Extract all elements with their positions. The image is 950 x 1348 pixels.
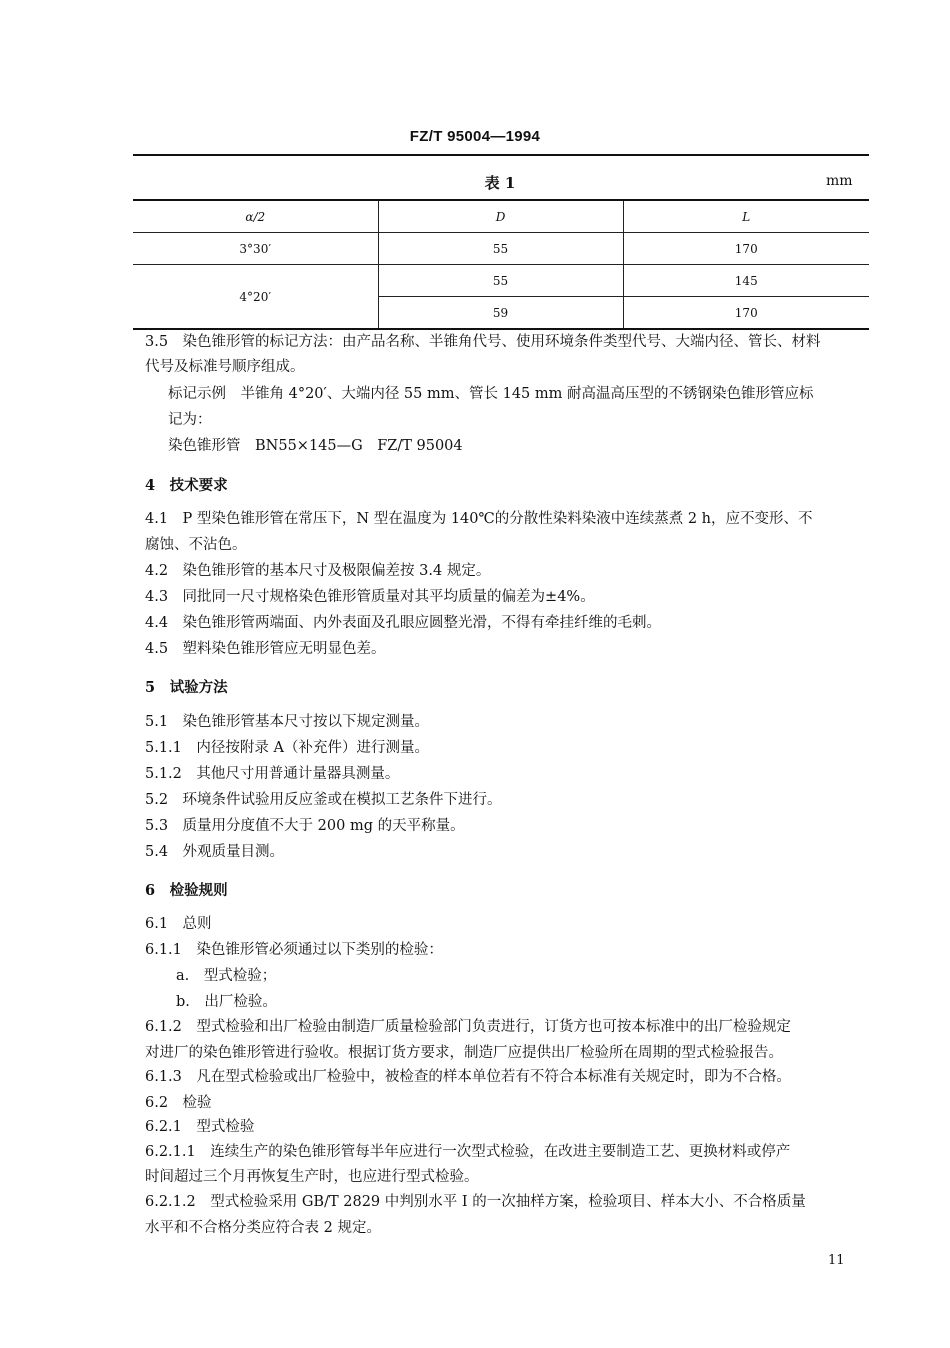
- section-heading: 5 试验方法: [145, 679, 228, 696]
- clause-line: 5.1.1 内径按附录 A（补充件）进行测量。: [145, 740, 429, 756]
- table-header-cell: D: [378, 200, 623, 233]
- section-heading: 4 技术要求: [145, 477, 228, 494]
- page-number: 11: [828, 1253, 845, 1268]
- standard-number: FZ/T 95004—1994: [409, 128, 541, 145]
- clause-line: 4.3 同批同一尺寸规格染色锥形管质量对其平均质量的偏差为±4%。: [145, 589, 595, 605]
- table-cell: 170: [623, 233, 869, 265]
- clause-line: 3.5 染色锥形管的标记方法：由产品名称、半锥角代号、使用环境条件类型代号、大端内径、管长、材料: [145, 334, 821, 350]
- clause-line: 记为：: [168, 412, 212, 428]
- clause-line: 4.1 P 型染色锥形管在常压下，N 型在温度为 140℃的分散性染料染液中连续蒸煮 2 h，应不变形、不: [145, 511, 813, 527]
- clause-line: 腐蚀、不沾色。: [145, 537, 247, 553]
- clause-line: 5.1 染色锥形管基本尺寸按以下规定测量。: [145, 714, 430, 730]
- table-cell: 145: [623, 265, 869, 297]
- clause-line: 6.1.1 染色锥形管必须通过以下类别的检验：: [145, 942, 443, 958]
- clause-line: 4.5 塑料染色锥形管应无明显色差。: [145, 641, 386, 657]
- clause-line: 5.3 质量用分度值不大于 200 mg 的天平称量。: [145, 818, 465, 834]
- table-unit: mm: [826, 173, 853, 189]
- clause-line: 水平和不合格分类应符合表 2 规定。: [145, 1220, 381, 1236]
- table-cell: 55: [378, 265, 623, 297]
- dimension-table: [133, 199, 869, 330]
- table-header-row: [133, 200, 869, 233]
- table-title: 表 1: [484, 174, 516, 192]
- table-header-cell: L: [623, 200, 869, 233]
- clause-line: 5.2 环境条件试验用反应釜或在模拟工艺条件下进行。: [145, 792, 502, 808]
- clause-line: 5.4 外观质量目测。: [145, 844, 285, 860]
- clause-line: 6.2 检验: [145, 1095, 212, 1111]
- clause-line: 6.2.1.2 型式检验采用 GB/T 2829 中判别水平 Ⅰ 的一次抽样方案，检验项目、样本大小、不合格质量: [145, 1194, 806, 1210]
- table-cell: 4°20′: [133, 265, 378, 330]
- marking-example: 染色锥形管 BN55×145—G FZ/T 95004: [168, 438, 463, 454]
- clause-line: 6.1.2 型式检验和出厂检验由制造厂质量检验部门负责进行，订货方也可按本标准中的出厂检验规定: [145, 1019, 791, 1035]
- clause-line: 4.2 染色锥形管的基本尺寸及极限偏差按 3.4 规定。: [145, 563, 491, 579]
- clause-line: 6.1.3 凡在型式检验或出厂检验中，被检查的样本单位若有不符合本标准有关规定时，即为不合格。: [145, 1069, 791, 1085]
- clause-line: 代号及标准号顺序组成。: [145, 359, 305, 375]
- clause-line: 6.2.1 型式检验: [145, 1119, 255, 1135]
- clause-line: 标记示例 半锥角 4°20′、大端内径 55 mm、管长 145 mm 耐高温高压型的不锈钢染色锥形管应标: [168, 386, 814, 402]
- clause-line: 4.4 染色锥形管两端面、内外表面及孔眼应圆整光滑，不得有牵挂纤维的毛刺。: [145, 615, 662, 631]
- header-rule: [133, 154, 869, 156]
- table-header-cell: α/2: [133, 200, 378, 233]
- clause-line: 6.2.1.1 连续生产的染色锥形管每半年应进行一次型式检验，在改进主要制造工艺、更换材料或停产: [145, 1144, 791, 1160]
- table-cell: 3°30′: [133, 233, 378, 265]
- table-cell: 55: [378, 233, 623, 265]
- table-cell: 59: [378, 297, 623, 330]
- clause-line: 时间超过三个月再恢复生产时，也应进行型式检验。: [145, 1169, 479, 1185]
- clause-line: 5.1.2 其他尺寸用普通计量器具测量。: [145, 766, 400, 782]
- table-row: [133, 265, 869, 297]
- list-item: b. 出厂检验。: [176, 994, 277, 1010]
- clause-line: 6.1 总则: [145, 916, 212, 932]
- clause-line: 对进厂的染色锥形管进行验收。根据订货方要求，制造厂应提供出厂检验所在周期的型式检验报告。: [145, 1045, 783, 1061]
- table-row: [133, 233, 869, 265]
- table-cell: 170: [623, 297, 869, 330]
- section-heading: 6 检验规则: [145, 882, 228, 899]
- list-item: a. 型式检验；: [176, 968, 277, 984]
